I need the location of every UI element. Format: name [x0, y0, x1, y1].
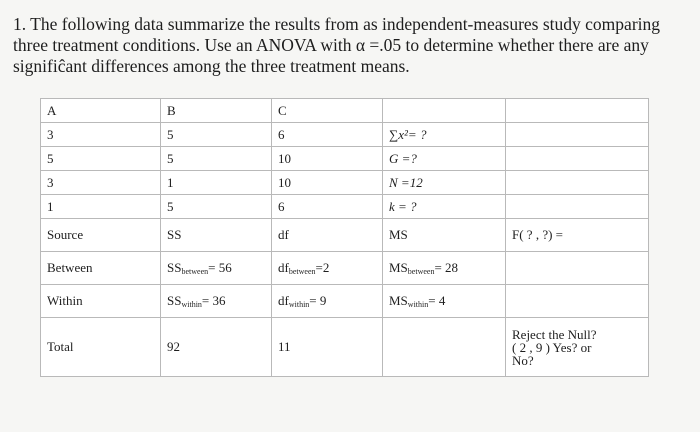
within-label: Within: [41, 285, 161, 318]
anova-between-row: [41, 252, 649, 285]
df-total: 11: [272, 318, 383, 377]
reject-null-line-1: Reject the Null?: [512, 326, 597, 342]
anova-ms-header: MS: [383, 219, 506, 252]
f-value-cell: [506, 252, 649, 285]
df-within: dfwithin= 9: [272, 285, 383, 318]
empty-cell: [383, 318, 506, 377]
ms-between: MSbetween= 28: [383, 252, 506, 285]
value-c: 6: [272, 123, 383, 147]
anova-header-row: [41, 219, 649, 252]
ss-between: SSbetween= 56: [161, 252, 272, 285]
anova-within-row: [41, 285, 649, 318]
value-c: 10: [272, 147, 383, 171]
stat-k: k = ?: [383, 195, 506, 219]
ms-within: MSwithin= 4: [383, 285, 506, 318]
reject-null-line-3: No?: [512, 352, 534, 368]
total-label: Total: [41, 318, 161, 377]
value-a: 1: [41, 195, 161, 219]
anova-ss-header: SS: [161, 219, 272, 252]
value-c: 10: [272, 171, 383, 195]
header-b: B: [161, 99, 272, 123]
table-row: [41, 195, 649, 219]
empty-cell: [506, 123, 649, 147]
value-b: 5: [161, 123, 272, 147]
empty-cell: [506, 195, 649, 219]
stat-sum-x-squared: ∑x²= ?: [383, 123, 506, 147]
header-c: C: [272, 99, 383, 123]
anova-df-header: df: [272, 219, 383, 252]
table-row: [41, 123, 649, 147]
anova-total-row: [41, 318, 649, 377]
value-a: 3: [41, 123, 161, 147]
empty-cell: [506, 285, 649, 318]
reject-null-line-2: ( 2 , 9 ) Yes? or: [512, 339, 592, 355]
value-b: 5: [161, 195, 272, 219]
data-and-anova-table: [40, 98, 649, 377]
header-a: A: [41, 99, 161, 123]
ss-within: SSwithin= 36: [161, 285, 272, 318]
ss-total: 92: [161, 318, 272, 377]
table-row: [41, 171, 649, 195]
stat-n: N =12: [383, 171, 506, 195]
anova-f-header: F( ? , ?) =: [506, 219, 649, 252]
value-b: 5: [161, 147, 272, 171]
between-label: Between: [41, 252, 161, 285]
reject-null-question: [506, 318, 649, 377]
value-a: 3: [41, 171, 161, 195]
table-row: [41, 147, 649, 171]
stat-grand-total: G =?: [383, 147, 506, 171]
value-b: 1: [161, 171, 272, 195]
question-text: 1. The following data summarize the results from as independent-measures study comparing three treatment conditions. Use an ANOVA with α =.05 to determine whether there are any signifiĉant differences among the three treatment means.: [13, 14, 661, 76]
value-c: 6: [272, 195, 383, 219]
anova-source-header: Source: [41, 219, 161, 252]
empty-cell: [506, 99, 649, 123]
empty-cell: [506, 147, 649, 171]
table-header-row: [41, 99, 649, 123]
empty-cell: [383, 99, 506, 123]
empty-cell: [506, 171, 649, 195]
df-between: dfbetween=2: [272, 252, 383, 285]
value-a: 5: [41, 147, 161, 171]
